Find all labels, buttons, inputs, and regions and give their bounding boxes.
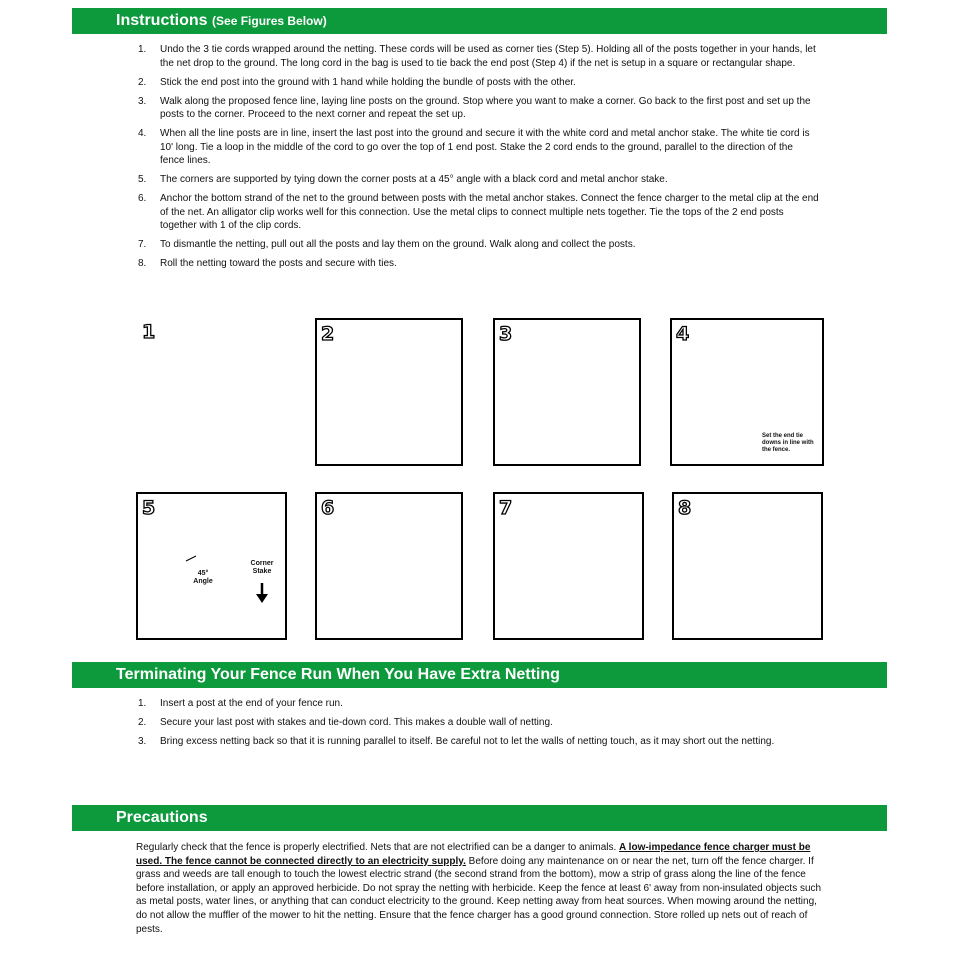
figure-5 [136,492,287,640]
figure-number: 7 [499,497,513,519]
list-item [138,192,820,233]
figure-2 [315,318,463,466]
step-number: 3. [138,95,147,107]
step-number: 6. [138,193,147,204]
list-item [138,76,820,90]
list-item [138,173,820,187]
terminating-list [138,697,820,754]
figure-note: Set the end tie downs in line with the fence. [762,433,814,453]
precautions-warning: A low-impedance fence charger must be used. The fence cannot be connected directly to an electricity supply. [136,842,811,867]
step-text: Roll the netting toward the posts and secure with ties. [160,258,397,269]
figure-1 [138,318,286,466]
list-item [138,95,820,122]
arrow-down-icon [252,582,272,604]
step-number: 4. [138,128,147,139]
figure-number: 2 [321,323,335,345]
list-item [138,43,820,70]
figure-number: 3 [499,323,513,345]
figure-3 [493,318,641,466]
step-number: 1. [138,44,147,55]
step-number: 2. [138,76,147,88]
figure-number: 1 [142,321,156,343]
step-text: Secure your last post with stakes and tie-down cord. This makes a double wall of netting. [160,717,553,728]
instructions-list [138,43,820,276]
figure-number: 5 [142,497,156,519]
list-item [138,127,820,168]
figure-8 [672,492,823,640]
instructions-header [72,8,887,34]
figure-4 [670,318,824,466]
step-text: To dismantle the netting, pull out all the posts and lay them on the ground. Walk along and collect the posts. [160,239,636,250]
step-number: 3. [138,736,147,747]
precautions-title: Precautions [116,809,208,826]
list-item [138,238,820,252]
figure-7 [493,492,644,640]
step-number: 8. [138,258,147,269]
step-number: 7. [138,239,147,250]
list-item [138,716,820,730]
list-item [138,257,820,271]
step-number: 5. [138,174,147,185]
step-text: Walk along the proposed fence line, laying line posts on the ground. Stop where you want to make a corner. Go back to the first post and set up the posts to the corner. Proceed to the next corner and repeat the set up. [160,95,811,120]
instructions-title: Instructions [116,12,208,29]
figure-number: 8 [678,497,692,519]
step-text: Stick the end post into the ground with 1 hand while holding the bundle of posts with the other. [160,76,576,88]
step-text: When all the line posts are in line, insert the last post into the ground and secure it with the white cord and metal anchor stake. The white tie cord is 10' long. Tie a loop in the middle of the cord to go over the top of 1 end post. Stake the 2 cord ends to the ground, parallel to the direction of the fence lines. [160,128,810,166]
step-number: 1. [138,698,147,709]
angle-label: 45° Angle [193,570,213,585]
precautions-text: Regularly check that the fence is properly electrified. Nets that are not electrified can be a danger to animals. A low-impedance fence charger must be used. The fence cannot be connected directly to an electricity supply. Before doing any maintenance on or near the net, turn off the fence charger. If grass and weeds are tall enough to touch the lowest electric strand (the second strand from the bottom), mow a strip of grass along the line of the fence before installation, or apply an approved herbicide. Do not spray the netting with herbicide. Keep the fence at least 6' away from non-insulated objects such as metal posts, water lines, or anything that can conduct electricity to the ground. Keep netting away from heat sources. When mowing around the netting, do not allow the muffler of the mower to hit the netting. Ensure that the fence charger has a good ground connection. Store rolled up nets out of reach of pests. [136,842,822,935]
step-text: Insert a post at the end of your fence run. [160,698,343,709]
angle-line-icon [184,554,198,562]
step-text: Bring excess netting back so that it is running parallel to itself. Be careful not to let the walls of netting touch, as it may short out the netting. [160,736,775,747]
figure-number: 6 [321,497,335,519]
terminating-title: Terminating Your Fence Run When You Have Extra Netting [116,666,560,683]
step-text: Undo the 3 tie cords wrapped around the netting. These cords will be used as corner ties (Step 5). Holding all of the posts together in your hands, let the net drop to the ground. The long cord in the bag is used to tie back the end post (Step 4) if the net is setup in a square or rectangular shape. [160,44,816,69]
list-item [138,735,820,749]
figure-number: 4 [676,323,690,345]
terminating-header [72,662,887,688]
step-text: The corners are supported by tying down the corner posts at a 45° angle with a black cord and metal anchor stake. [160,174,668,185]
step-text: Anchor the bottom strand of the net to the ground between posts with the metal anchor stakes. Connect the fence charger to the metal clip at the end of the net. An alligator clip works well for this connection. Use the metal clips to connect multiple nets together. Tie the tops of the 2 end posts together with 1 of the clip cords. [160,193,819,231]
corner-stake-label: Corner Stake [250,560,274,575]
step-number: 2. [138,717,147,728]
figure-6 [315,492,463,640]
list-item [138,697,820,711]
precautions-header [72,805,887,831]
instructions-subtitle: (See Figures Below) [212,14,327,28]
